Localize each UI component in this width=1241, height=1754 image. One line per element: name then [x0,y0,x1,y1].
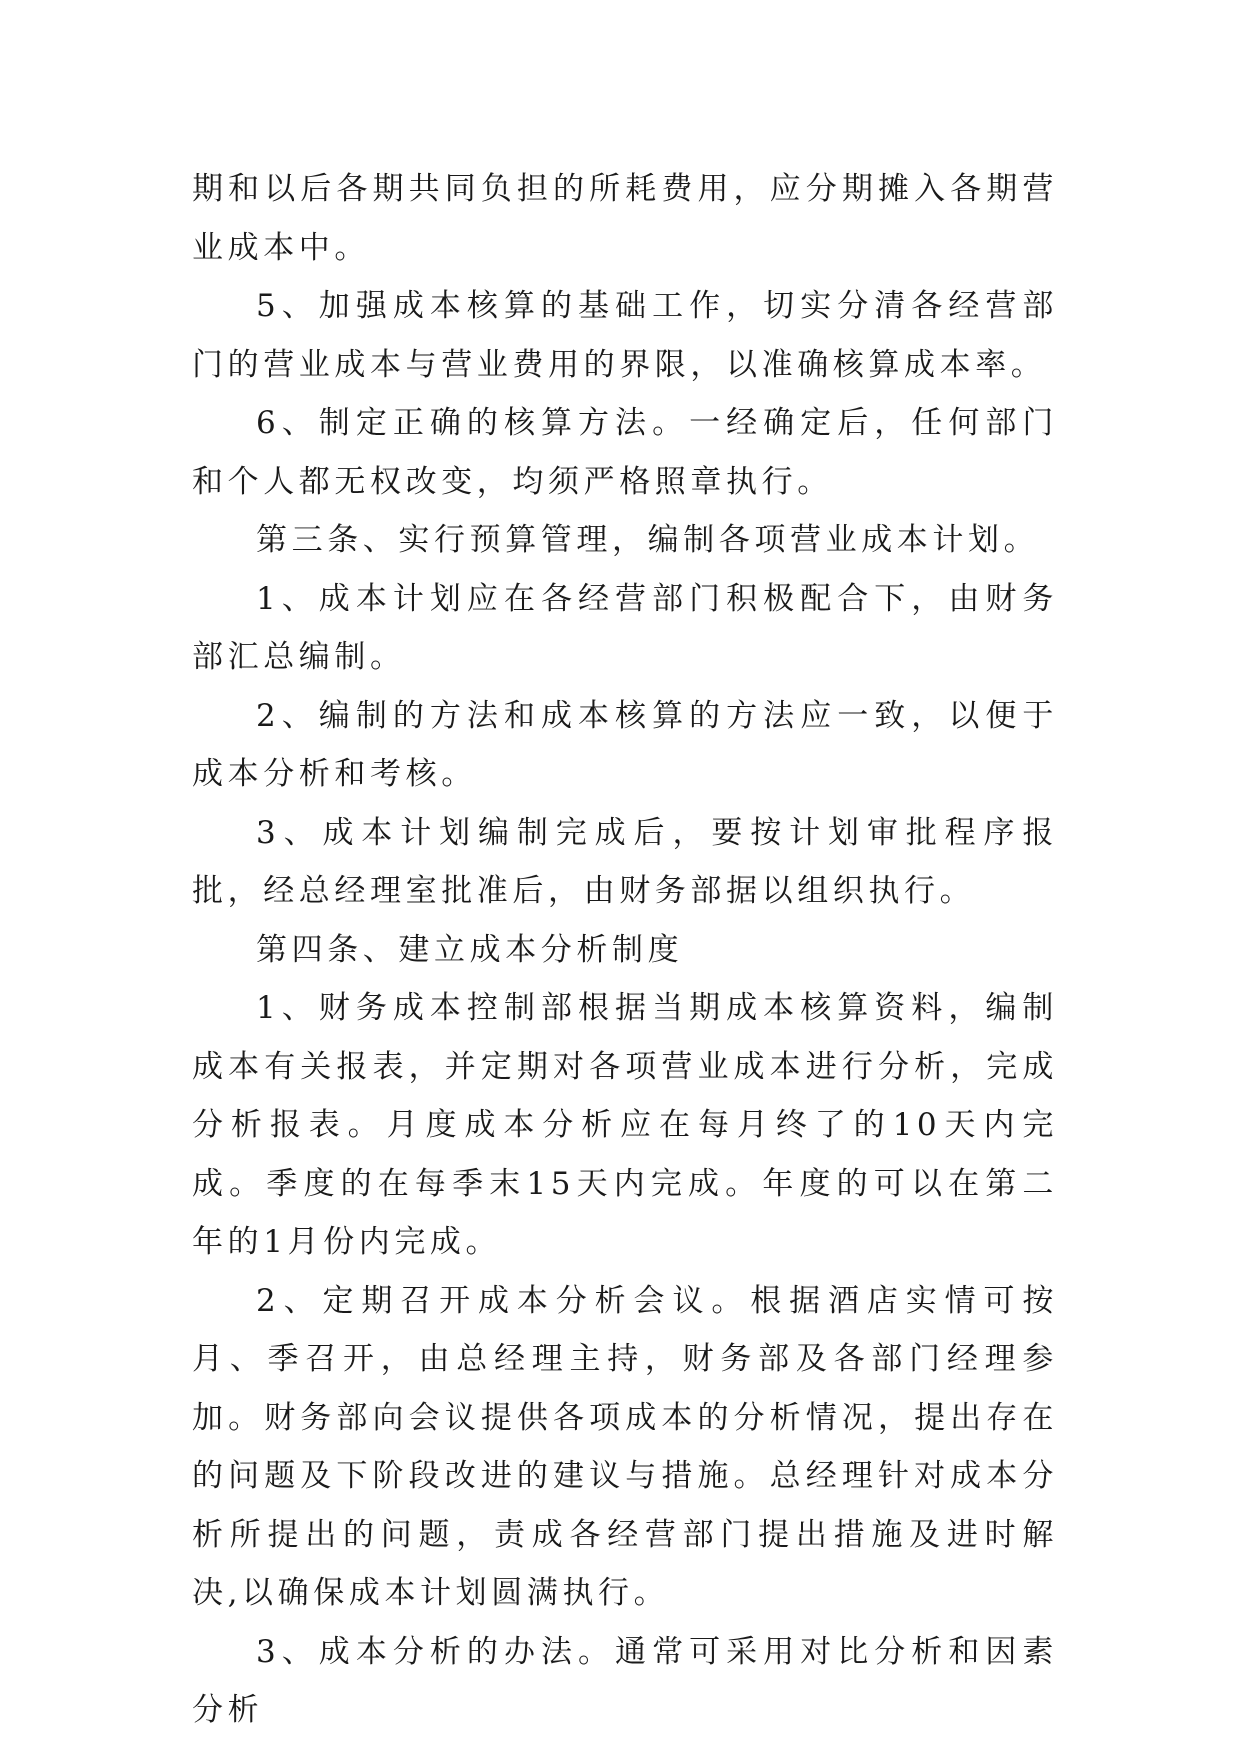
section-heading-article-3: 第三条、实行预算管理，编制各项营业成本计划。 [256,522,1040,558]
paragraph-3: 6、制定正确的核算方法。一经确定后，任何部门和个人都无权改变，均须严格照章执行。 [192,405,1058,500]
paragraph-5: 1、成本计划应在各经营部门积极配合下，由财务部汇总编制。 [192,580,1058,675]
paragraph-2: 5、加强成本核算的基础工作，切实分清各经营部门的营业成本与营业费用的界限，以准确核算成本率。 [192,288,1058,383]
paragraph-7: 3、成本计划编制完成后，要按计划审批程序报批，经总经理室批准后，由财务部据以组织执行。 [192,814,1058,909]
paragraph-10: 2、定期召开成本分析会议。根据酒店实情可按月、季召开，由总经理主持，财务部及各部门经理参加。财务部向会议提供各项成本的分析情况，提出存在的问题及下阶段改进的建议与措施。总经理针对成本分析所提出的问题，责成各经营部门提出措施及进时解决,以确保成本计划圆满执行。 [192,1282,1058,1611]
document-body [192,160,1058,1740]
paragraph-9: 1、财务成本控制部根据当期成本核算资料，编制成本有关报表，并定期对各项营业成本进行分析，完成分析报表。月度成本分析应在每月终了的10天内完成。季度的在每季末15天内完成。年度的可以在第二年的1月份内完成。 [192,990,1058,1260]
section-heading-article-4: 第四条、建立成本分析制度 [256,931,684,968]
paragraph-1: 期和以后各期共同负担的所耗费用，应分期摊入各期营业成本中。 [192,171,1058,266]
paragraph-11: 3、成本分析的办法。通常可采用对比分析和因素分析 [192,1633,1058,1728]
paragraph-6: 2、编制的方法和成本核算的方法应一致，以便于成本分析和考核。 [192,697,1058,792]
